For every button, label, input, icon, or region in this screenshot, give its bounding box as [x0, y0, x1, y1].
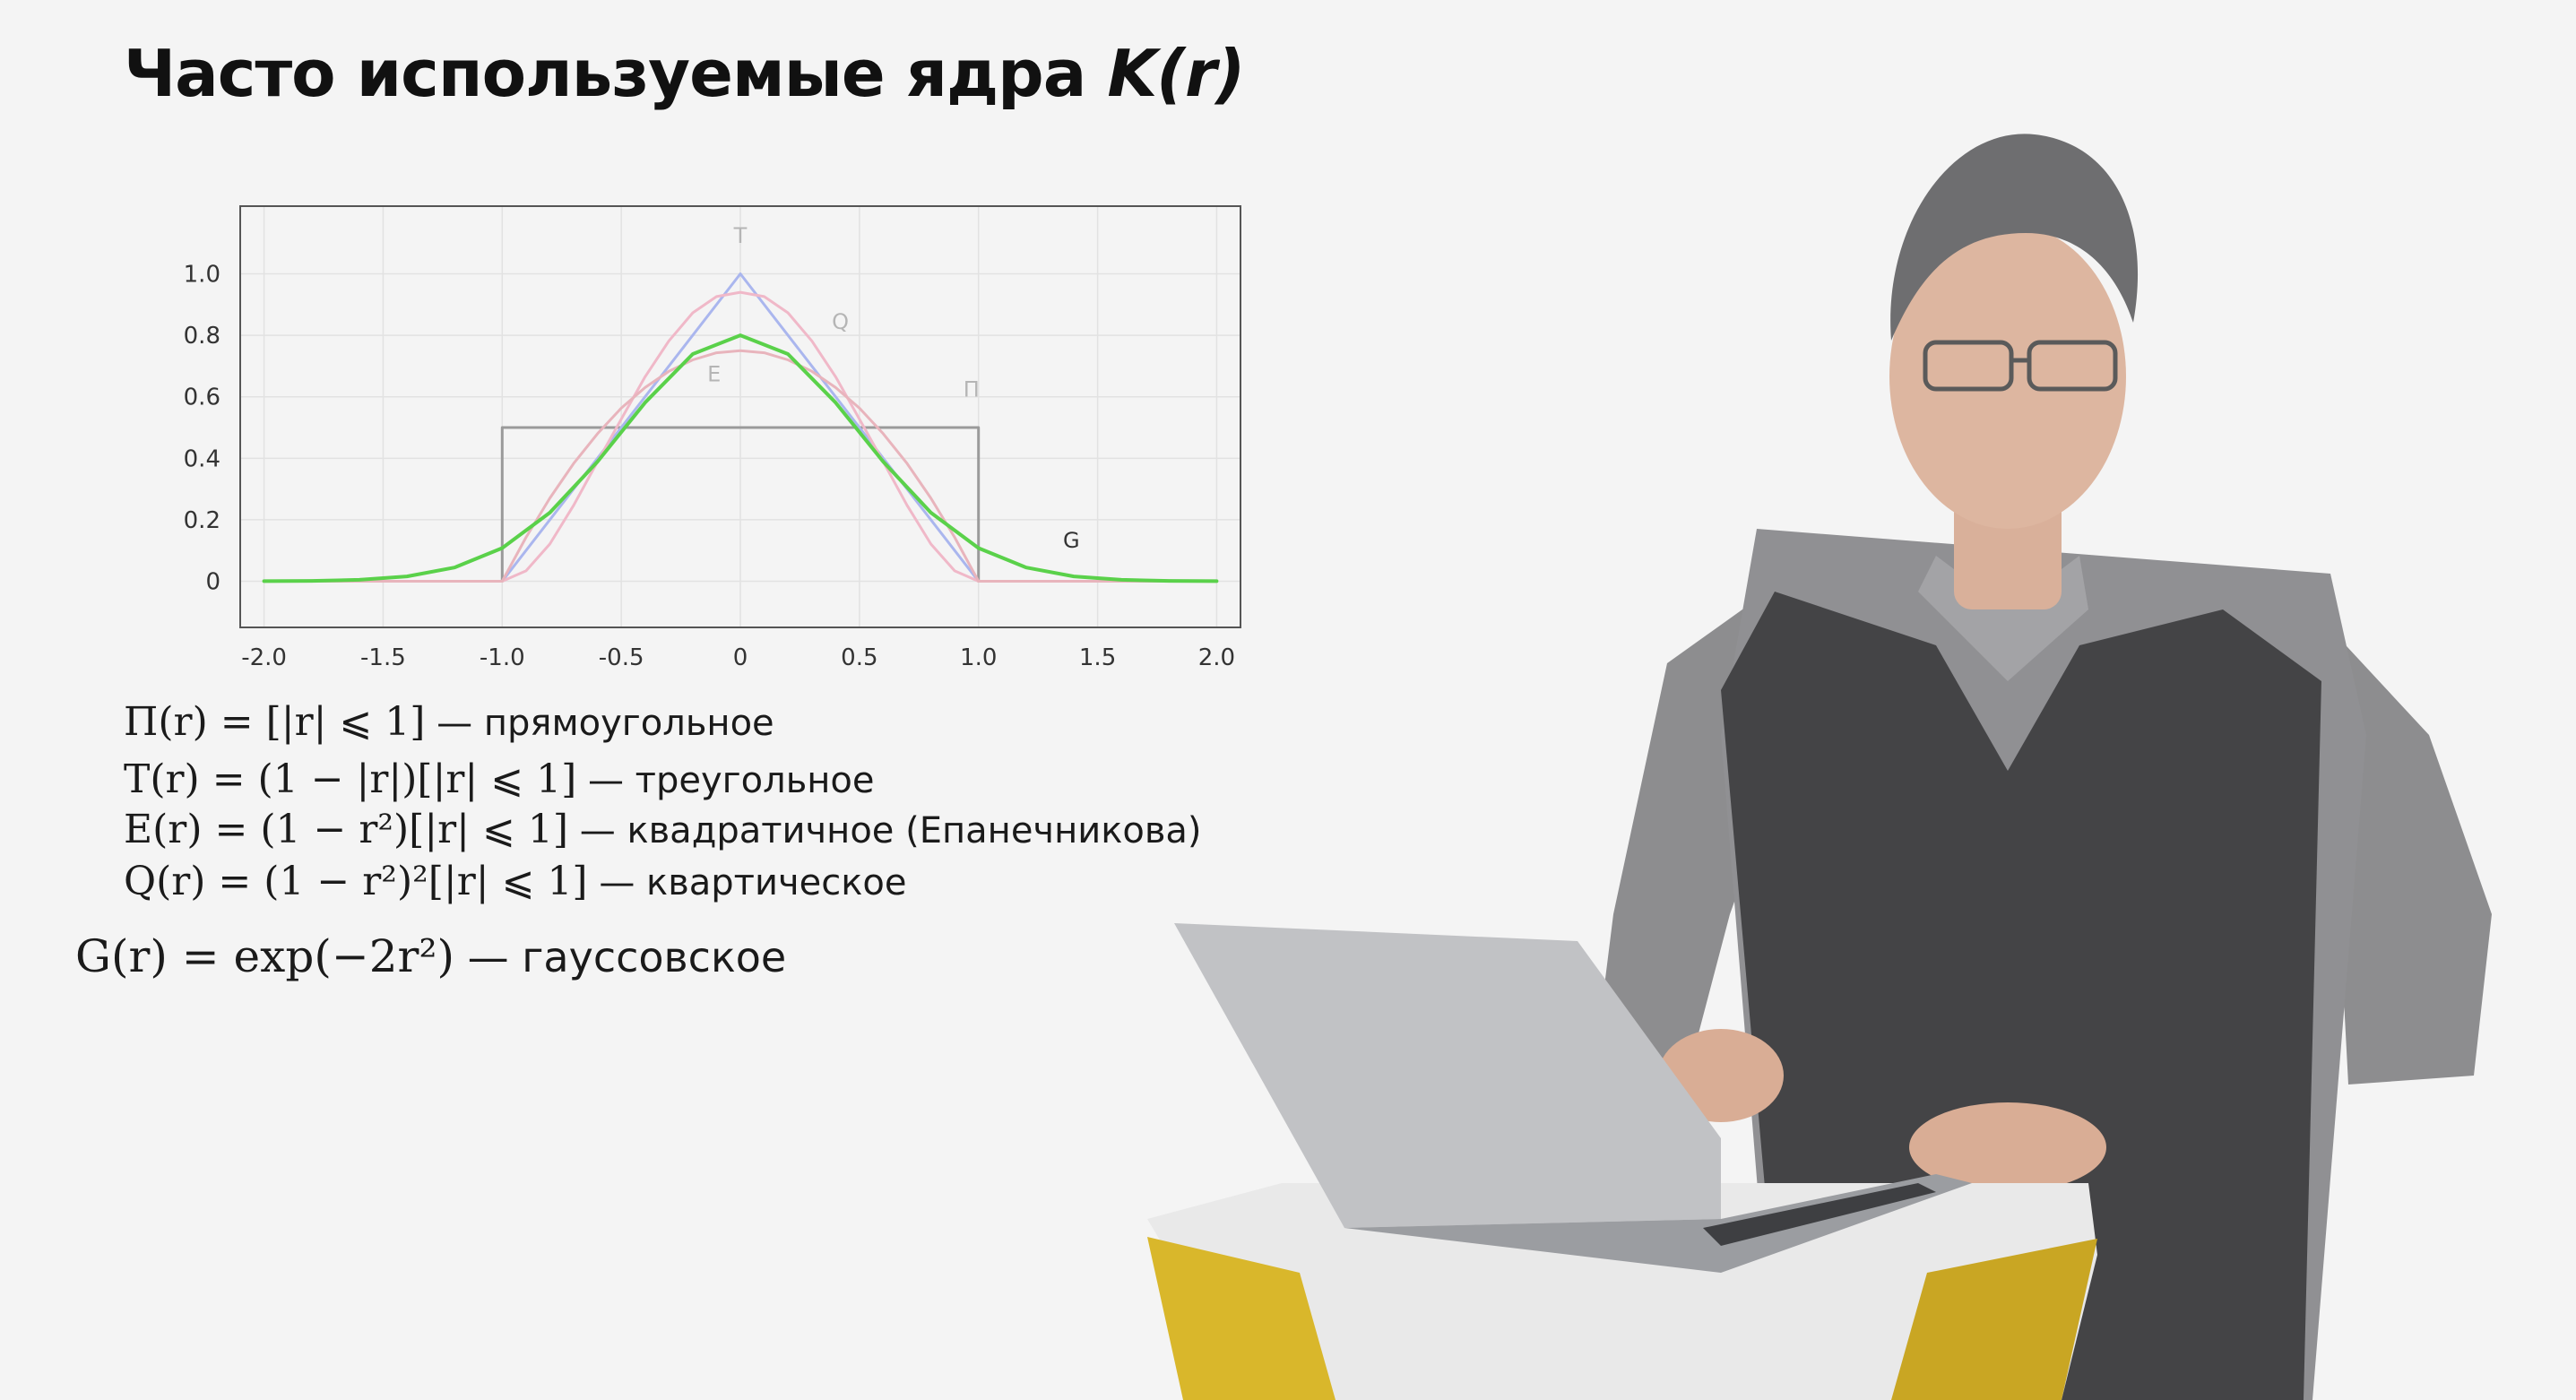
formula-triangular-label: — треугольное	[576, 760, 875, 801]
formula-rectangular	[124, 699, 774, 745]
chart-labels	[184, 223, 1235, 671]
y-tick-label: 0.8	[183, 323, 220, 350]
y-tick-label: 1.0	[183, 261, 220, 289]
formula-gaussian-label: — гауссовское	[454, 933, 787, 981]
formula-quartic-label: — квартическое	[587, 862, 907, 903]
y-tick-label: 0.2	[183, 506, 220, 534]
kernel-chart	[161, 188, 1264, 690]
y-tick-label: 0.4	[183, 445, 220, 473]
title-main: Часто используемые ядра	[124, 36, 1108, 111]
formula-epanechnikov-math: E(r) = (1 − r²)[|r| ⩽ 1]	[124, 807, 569, 852]
formula-gaussian	[75, 930, 786, 982]
series-label-e: E	[707, 361, 722, 387]
presenter-scene	[1147, 108, 2576, 1400]
y-tick-label: 0	[205, 568, 220, 596]
series-label-g: G	[1063, 527, 1080, 553]
formula-epanechnikov-label: — квадратичное (Епанечникова)	[568, 810, 1202, 851]
x-tick-label: -0.5	[598, 644, 644, 671]
chart-grid	[240, 206, 1240, 627]
series-label-q: Q	[832, 309, 850, 335]
series-label-pi: П	[963, 376, 980, 402]
x-tick-label: 1.0	[960, 644, 998, 671]
formula-quartic-math: Q(r) = (1 − r²)²[|r| ⩽ 1]	[124, 859, 588, 904]
formula-triangular	[124, 756, 875, 802]
x-tick-label: -2.0	[241, 644, 287, 671]
x-tick-label: 0.5	[841, 644, 878, 671]
x-tick-label: 0	[732, 644, 748, 671]
formula-rectangular-math: Π(r) = [|r| ⩽ 1]	[124, 699, 426, 745]
title-kernel: K(r)	[1107, 36, 1245, 111]
x-tick-label: -1.0	[479, 644, 525, 671]
formula-gaussian-math: G(r) = exp(−2r²)	[75, 930, 454, 982]
slide-title	[124, 36, 1244, 111]
x-tick-label: 2.0	[1197, 644, 1236, 671]
series-label-t: T	[733, 223, 748, 249]
x-tick-label: -1.5	[360, 644, 406, 671]
x-tick-label: 1.5	[1078, 644, 1117, 671]
y-tick-label: 0.6	[183, 384, 220, 411]
formula-epanechnikov	[124, 807, 1202, 852]
formula-triangular-math: T(r) = (1 − |r|)[|r| ⩽ 1]	[124, 756, 577, 802]
formula-rectangular-label: — прямоугольное	[425, 703, 774, 744]
formula-quartic	[124, 859, 906, 904]
